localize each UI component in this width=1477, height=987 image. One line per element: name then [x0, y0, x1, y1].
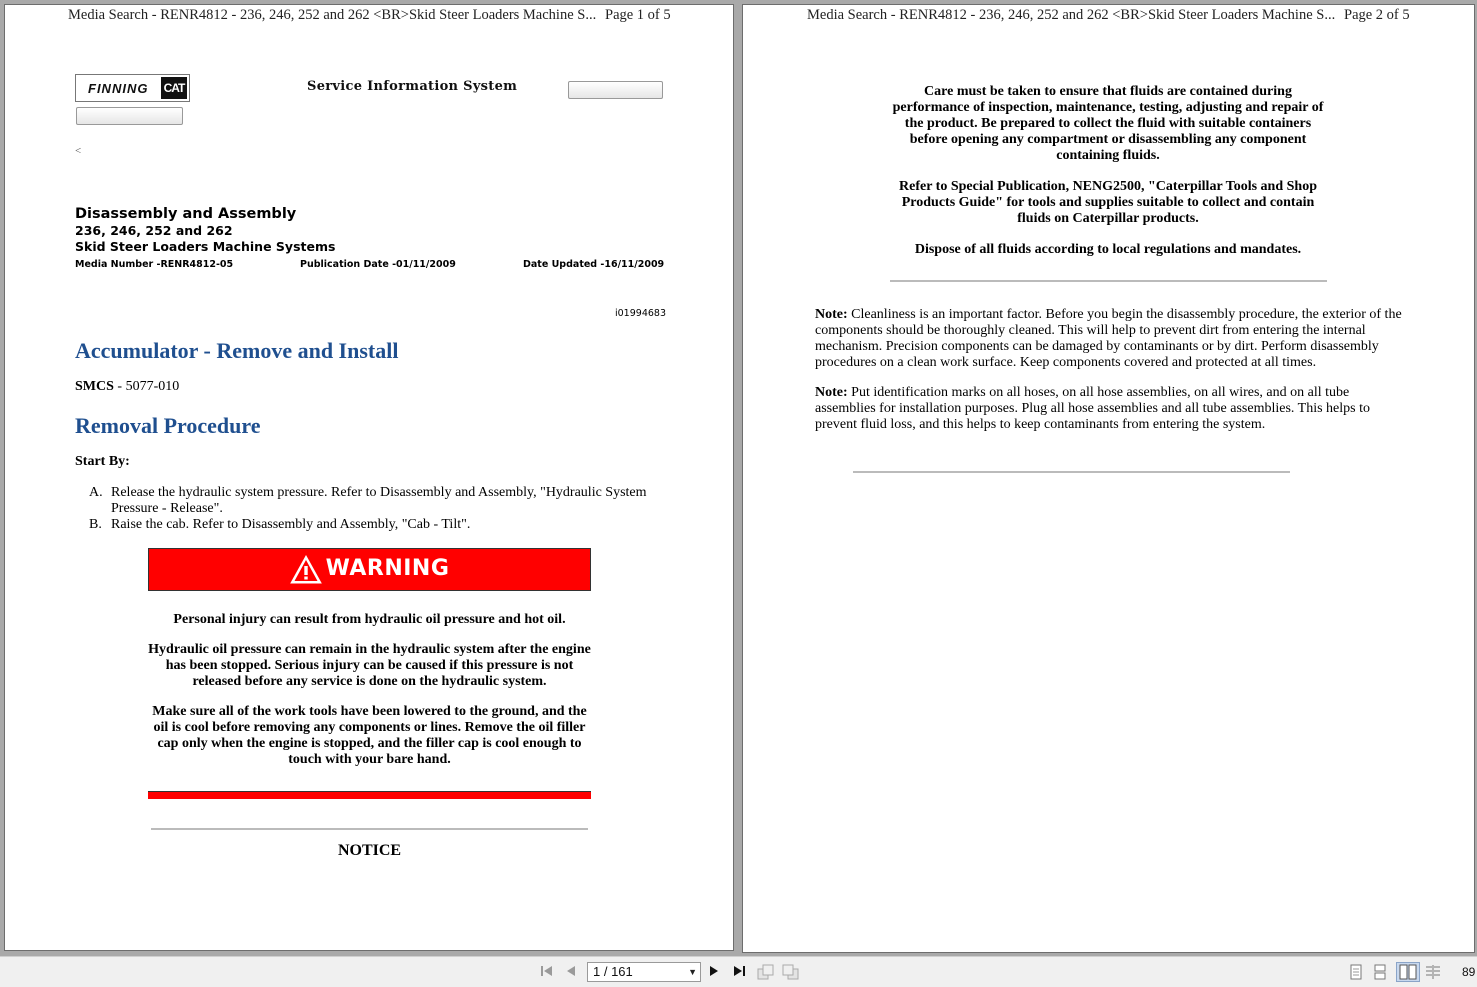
note-text: Put identification marks on all hoses, on all hose assemblies, on all wires, and on all tube assemblies for installation purposes. Plug all hose assemblies and all tube assemblies. This helps to prevent fluid loss, and this helps to keep contaminants from entering the system. — [815, 385, 1370, 432]
warning-label: WARNING — [325, 556, 450, 581]
page-header-title: Media Search - RENR4812 - 236, 246, 252 and 262 <BR>Skid Steer Loaders Machine S... — [68, 7, 597, 23]
previous-page-icon[interactable] — [565, 964, 577, 978]
logo-brand-text: FINNING — [88, 81, 149, 96]
notes-block — [815, 307, 1405, 447]
step-item — [87, 517, 677, 533]
cat-logo-mark: CAT — [161, 77, 187, 99]
continuous-view-icon[interactable] — [1373, 964, 1387, 980]
notice-label: NOTICE — [337, 842, 402, 859]
page-selector-value: 1 / 161 — [593, 964, 633, 979]
search-input-box[interactable] — [76, 107, 183, 125]
step-letter: B. — [89, 517, 102, 532]
first-page-icon[interactable] — [540, 964, 554, 978]
step-item — [87, 485, 677, 517]
header-input-box[interactable] — [568, 81, 663, 99]
warning-paragraph: Hydraulic oil pressure can remain in the hydraulic system after the engine has been stopped. Serious injury can be caused if this pressure is not released before any service is done on the hydraulic system. — [148, 642, 591, 689]
single-page-view-icon[interactable] — [1349, 964, 1363, 980]
two-page-continuous-view-icon[interactable] — [1425, 964, 1441, 980]
notice-paragraph: Dispose of all fluids according to local regulations and mandates. — [914, 242, 1302, 257]
smcs-code — [75, 379, 179, 395]
media-number: Media Number -RENR4812-05 — [75, 259, 234, 270]
start-by-label: Start By: — [75, 454, 130, 469]
last-page-icon[interactable] — [732, 964, 746, 978]
document-page-2 — [742, 4, 1475, 953]
page-selector[interactable] — [587, 962, 701, 982]
doc-title-line1: Disassembly and Assembly — [75, 206, 297, 222]
doc-title-line2: 236, 246, 252 and 262 — [75, 223, 233, 238]
warning-text — [148, 612, 591, 782]
start-by-steps — [87, 485, 677, 533]
back-arrow-icon[interactable]: < — [75, 145, 82, 157]
notice-paragraph: Refer to Special Publication, NENG2500, "Caterpillar Tools and Shop Products Guide" for tools and supplies suitable to collect and contain fluids on Caterpillar products. — [899, 179, 1317, 226]
warning-banner — [148, 548, 591, 591]
note-text: Cleanliness is an important factor. Before you begin the disassembly procedure, the exterior of the components should be thoroughly cleaned. This will help to prevent dirt from entering the internal mechanism. Precision components can be damaged by contaminants or by dirt. Perform disassembly procedures on a clean work surface. Keep components covered and protected at all times. — [815, 307, 1402, 370]
next-page-icon[interactable] — [708, 964, 720, 978]
page-heading: Accumulator - Remove and Install — [75, 338, 399, 363]
step-text: Release the hydraulic system pressure. Refer to Disassembly and Assembly, "Hydraulic System Pressure - Release". — [111, 485, 647, 516]
divider — [853, 471, 1290, 473]
system-title: Service Information System — [307, 79, 518, 94]
step-letter: A. — [89, 485, 103, 500]
previous-view-icon[interactable] — [757, 964, 775, 980]
warning-paragraph: Personal injury can result from hydraulic oil pressure and hot oil. — [173, 612, 566, 627]
notice-paragraph: Care must be taken to ensure that fluids are contained during performance of inspection, maintenance, testing, adjusting and repair of the product. Be prepared to collect the fluid with suitable containers before opening any compartment or disassembling any component containing fluids. — [892, 84, 1324, 163]
next-view-icon[interactable] — [782, 964, 800, 980]
notice-text — [888, 84, 1328, 273]
note-paragraph — [815, 307, 1405, 371]
publication-date: Publication Date -01/11/2009 — [300, 259, 456, 270]
section-heading: Removal Procedure — [75, 413, 261, 438]
image-id: i01994683 — [615, 308, 666, 319]
doc-title-line3: Skid Steer Loaders Machine Systems — [75, 239, 336, 254]
page-header-number: Page 1 of 5 — [605, 7, 671, 23]
page-header-title: Media Search - RENR4812 - 236, 246, 252 and 262 <BR>Skid Steer Loaders Machine S... — [807, 7, 1336, 23]
page-header-number: Page 2 of 5 — [1344, 7, 1410, 23]
chevron-down-icon: ▼ — [688, 967, 697, 977]
step-text: Raise the cab. Refer to Disassembly and Assembly, "Cab - Tilt". — [111, 517, 471, 532]
smcs-label: SMCS — [75, 379, 114, 394]
smcs-value: - 5077-010 — [113, 379, 180, 394]
zoom-level[interactable]: 89 — [1462, 965, 1476, 979]
document-title-block — [75, 206, 335, 255]
warning-paragraph: Make sure all of the work tools have been lowered to the ground, and the oil is cool before removing any components or lines. Remove the oil filler cap only when the engine is stopped, and the filler cap is cool enough to touch with your bare hand. — [152, 704, 587, 767]
note-paragraph — [815, 385, 1405, 433]
divider — [890, 280, 1327, 282]
note-label: Note: — [815, 385, 848, 400]
warning-bottom-bar — [148, 791, 591, 799]
divider — [151, 828, 588, 830]
note-label: Note: — [815, 307, 848, 322]
warning-triangle-icon — [290, 555, 322, 584]
document-page-1 — [4, 4, 734, 951]
date-updated: Date Updated -16/11/2009 — [523, 259, 665, 270]
viewer-toolbar — [0, 956, 1477, 987]
finning-cat-logo — [75, 74, 190, 102]
two-page-view-icon[interactable] — [1396, 962, 1420, 982]
